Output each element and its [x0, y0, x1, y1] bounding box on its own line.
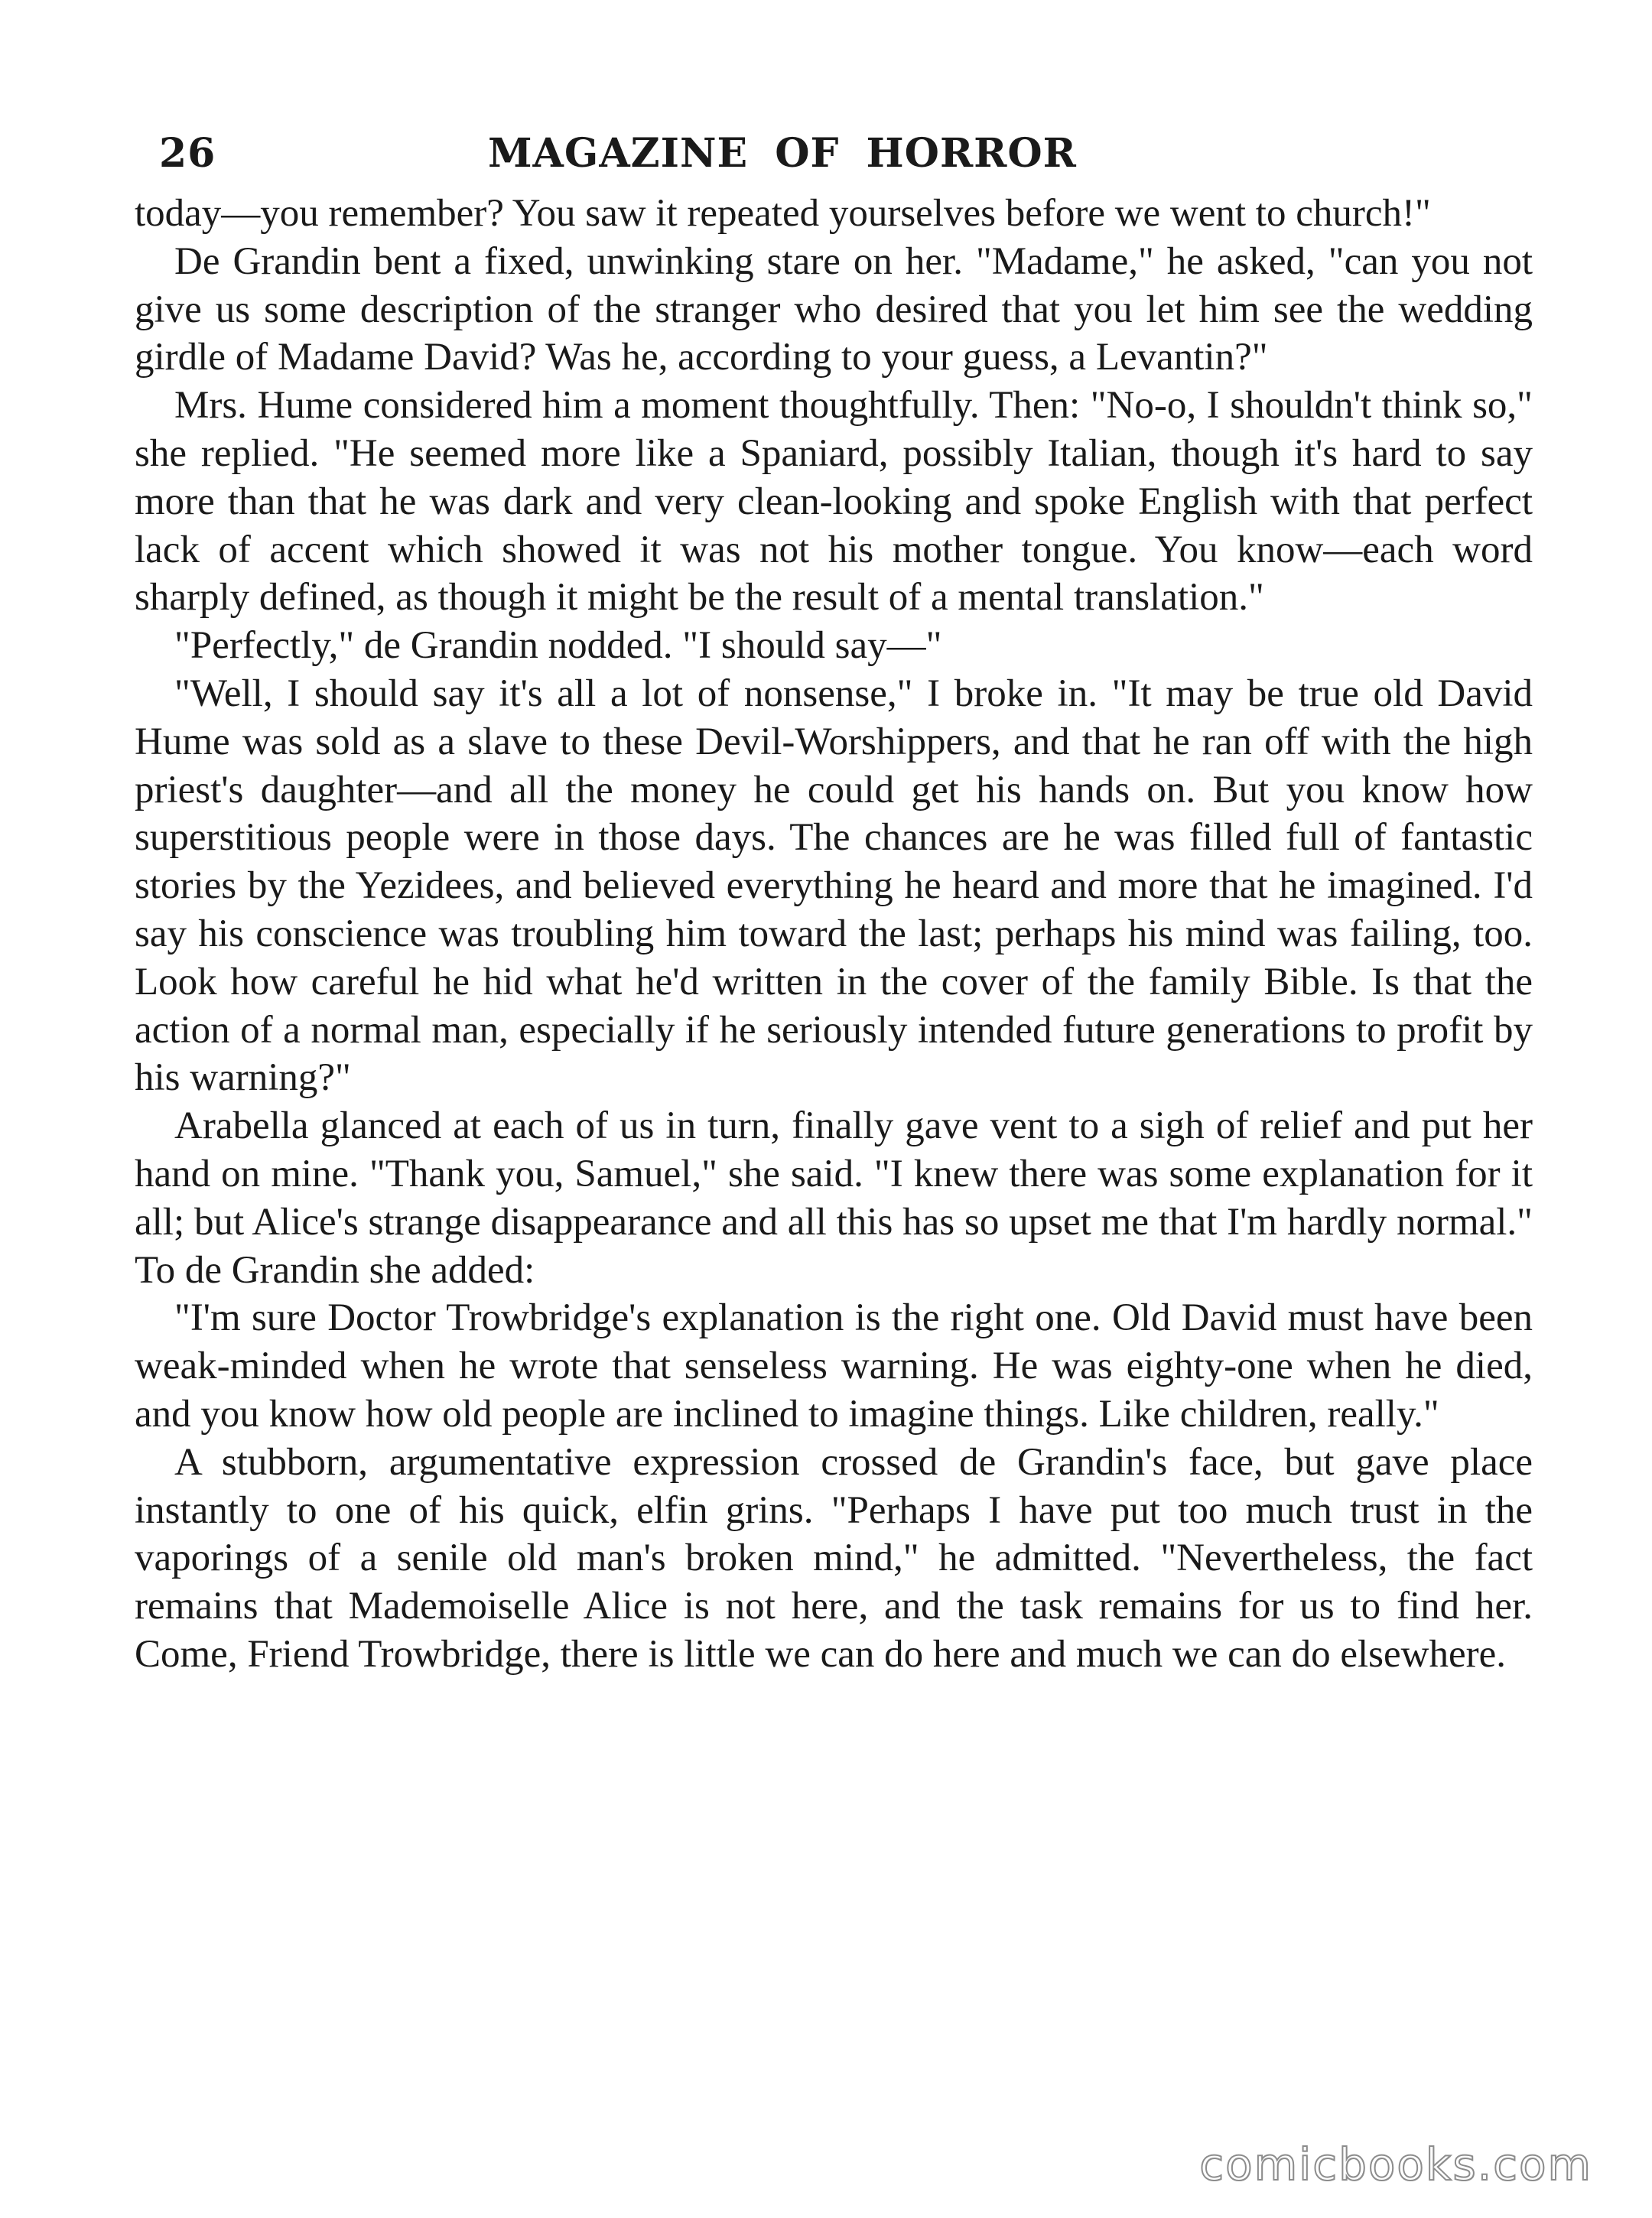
story-text [135, 190, 1533, 1679]
paragraph: "I'm sure Doctor Trowbridge's explanation is the right one. Old David must have been weak-minded when he wrote that senseless warning. He was eighty-one when he died, and you know how old people are inclined to imagine things. Like children, really." [135, 1296, 1533, 1436]
paragraph: Mrs. Hume considered him a moment thoughtfully. Then: "No-o, I shouldn't think so," she replied. "He seemed more like a Spaniard, possibly Italian, though it's hard to say more than that he was dark and very clean-looking and spoke English with that perfect lack of accent which showed it was not his mother tongue. You know—each word sharply defined, as though it might be the result of a mental translation." [135, 384, 1533, 620]
page-number: 26 [159, 130, 216, 177]
magazine-page [135, 130, 1533, 1679]
paragraph: today—you remember? You saw it repeated yourselves before we went to church!" [135, 192, 1431, 235]
paragraph: Arabella glanced at each of us in turn, finally gave vent to a sigh of relief and put her hand on mine. "Thank you, Samuel," she said. "I knew there was some explanation for it all; but Alice's strange disappearance and all this has so upset me that I'm hardly normal." To de Grandin she added: [135, 1104, 1533, 1292]
magazine-title: MAGAZINE OF HORROR [488, 130, 1077, 177]
paragraph: "Well, I should say it's all a lot of nonsense," I broke in. "It may be true old David Hume was sold as a slave to these Devil-Worshippers, and that he ran off with the high priest's daughter—and all the money he could get his hands on. But you know how superstitious people were in those days. The chances are he was filled full of fantastic stories by the Yezidees, and believed everything he heard and more that he imagined. I'd say his conscience was troubling him toward the last; perhaps his mind was failing, too. Look how careful he hid what he'd written in the cover of the family Bible. Is that the action of a normal man, especially if he seriously intended future generations to profit by his warning?" [135, 672, 1533, 1100]
paragraph: "Perfectly," de Grandin nodded. "I should say—" [174, 624, 942, 668]
paragraph: A stubborn, argumentative expression crossed de Grandin's face, but gave place instantly to one of his quick, elfin grins. "Perhaps I have put too much trust in the vaporings of a senile old man's broken mind," he admitted. "Nevertheless, the fact remains that Mademoiselle Alice is not here, and the task remains for us to find her. Come, Friend Trowbridge, there is little we can do here and much we can do elsewhere. [135, 1440, 1533, 1676]
paragraph: De Grandin bent a fixed, unwinking stare on her. "Madame," he asked, "can you not give us some description of the stranger who desired that you let him see the wedding girdle of Madame David? Was he, according to your guess, a Levantin?" [135, 239, 1533, 379]
watermark-logo: comicbooks.com [1199, 2138, 1592, 2190]
running-head [135, 130, 1533, 184]
